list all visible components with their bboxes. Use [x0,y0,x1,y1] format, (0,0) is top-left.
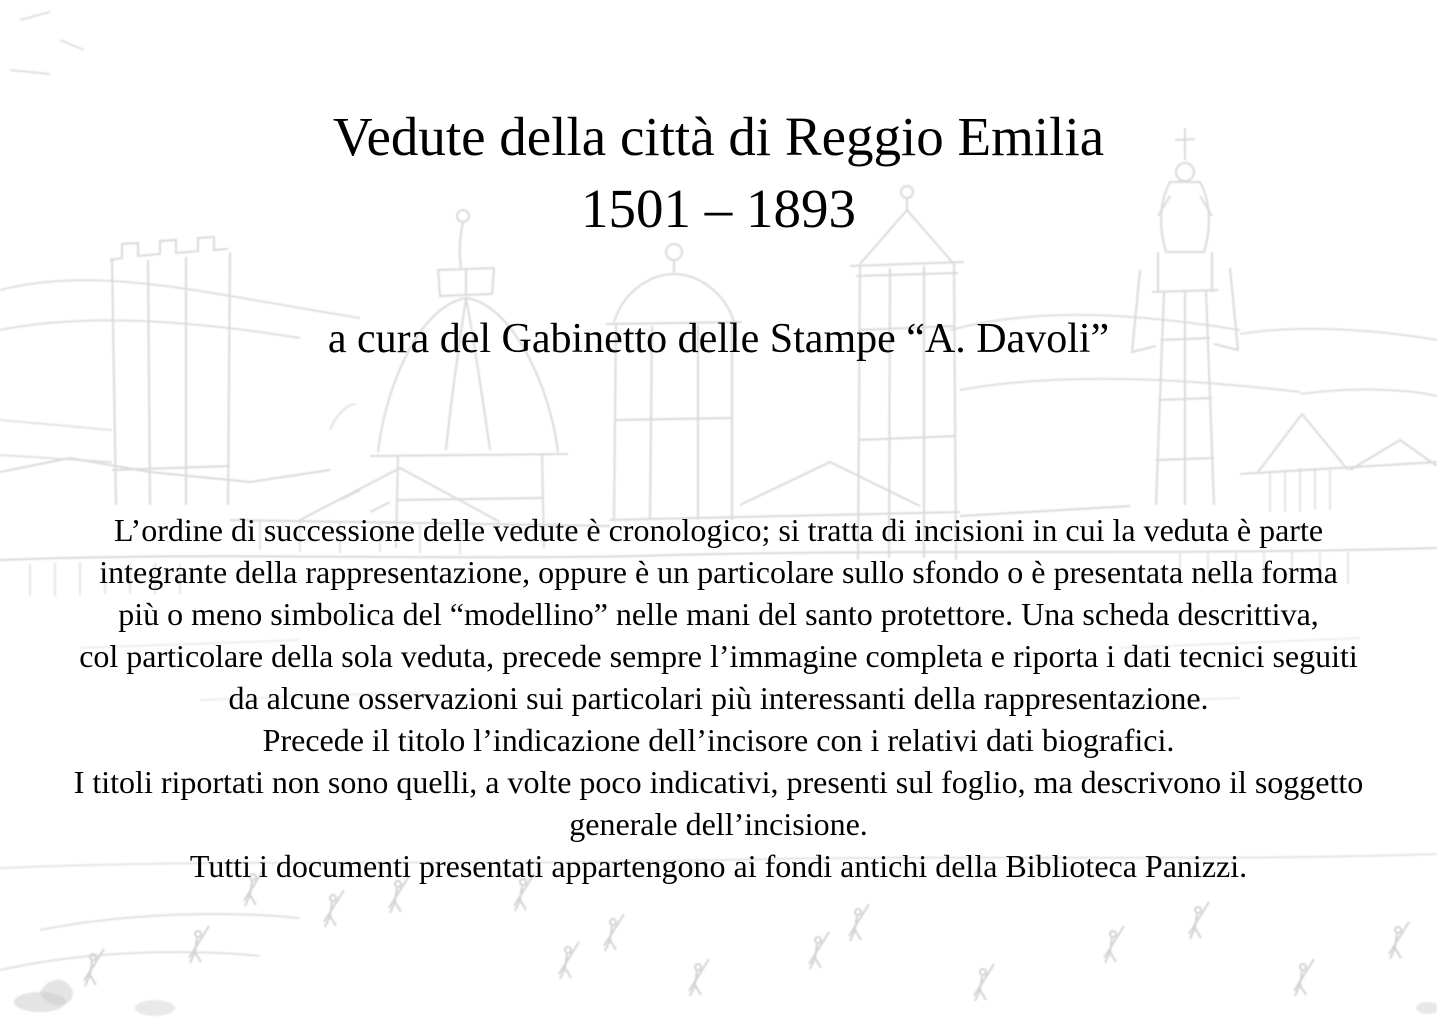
body-line: da alcune osservazioni sui particolari più interessanti della rappresentazione. [228,680,1209,716]
body-line: L’ordine di successione delle vedute è cronologico; si tratta di incisioni in cui la veduta è parte [113,512,1324,548]
turret-sketch [606,244,742,520]
body-line: Tutti i documenti presentati appartengono ai fondi antichi della Biblioteca Panizzi. [189,848,1248,884]
body-line: I titoli riportati non sono quelli, a volte poco indicativi, presenti sul foglio, ma descrivono il soggetto [73,764,1364,800]
title-line-2: 1501 – 1893 [581,178,856,239]
body-line: integrante della rappresentazione, oppure è un particolare sullo sfondo o è presentata nella forma [99,554,1338,590]
body-line: generale dell’incisione. [569,806,868,842]
slide-subtitle: a cura del Gabinetto delle Stampe “A. Davoli” [327,316,1110,362]
body-line: Precede il titolo l’indicazione dell’incisore con i relativi dati biografici. [262,722,1175,758]
slide-title [0,101,1437,245]
dome-sketch [330,210,568,548]
body-line: col particolare della sola veduta, precede sempre l’immagine completa e riporta i dati tecnici seguiti [79,638,1358,674]
body-line: più o meno simbolica del “modellino” nelle mani del santo protettore. Una scheda descrittiva, [118,596,1319,632]
title-line-1: Vedute della città di Reggio Emilia [332,106,1105,167]
body-paragraph [0,509,1437,887]
